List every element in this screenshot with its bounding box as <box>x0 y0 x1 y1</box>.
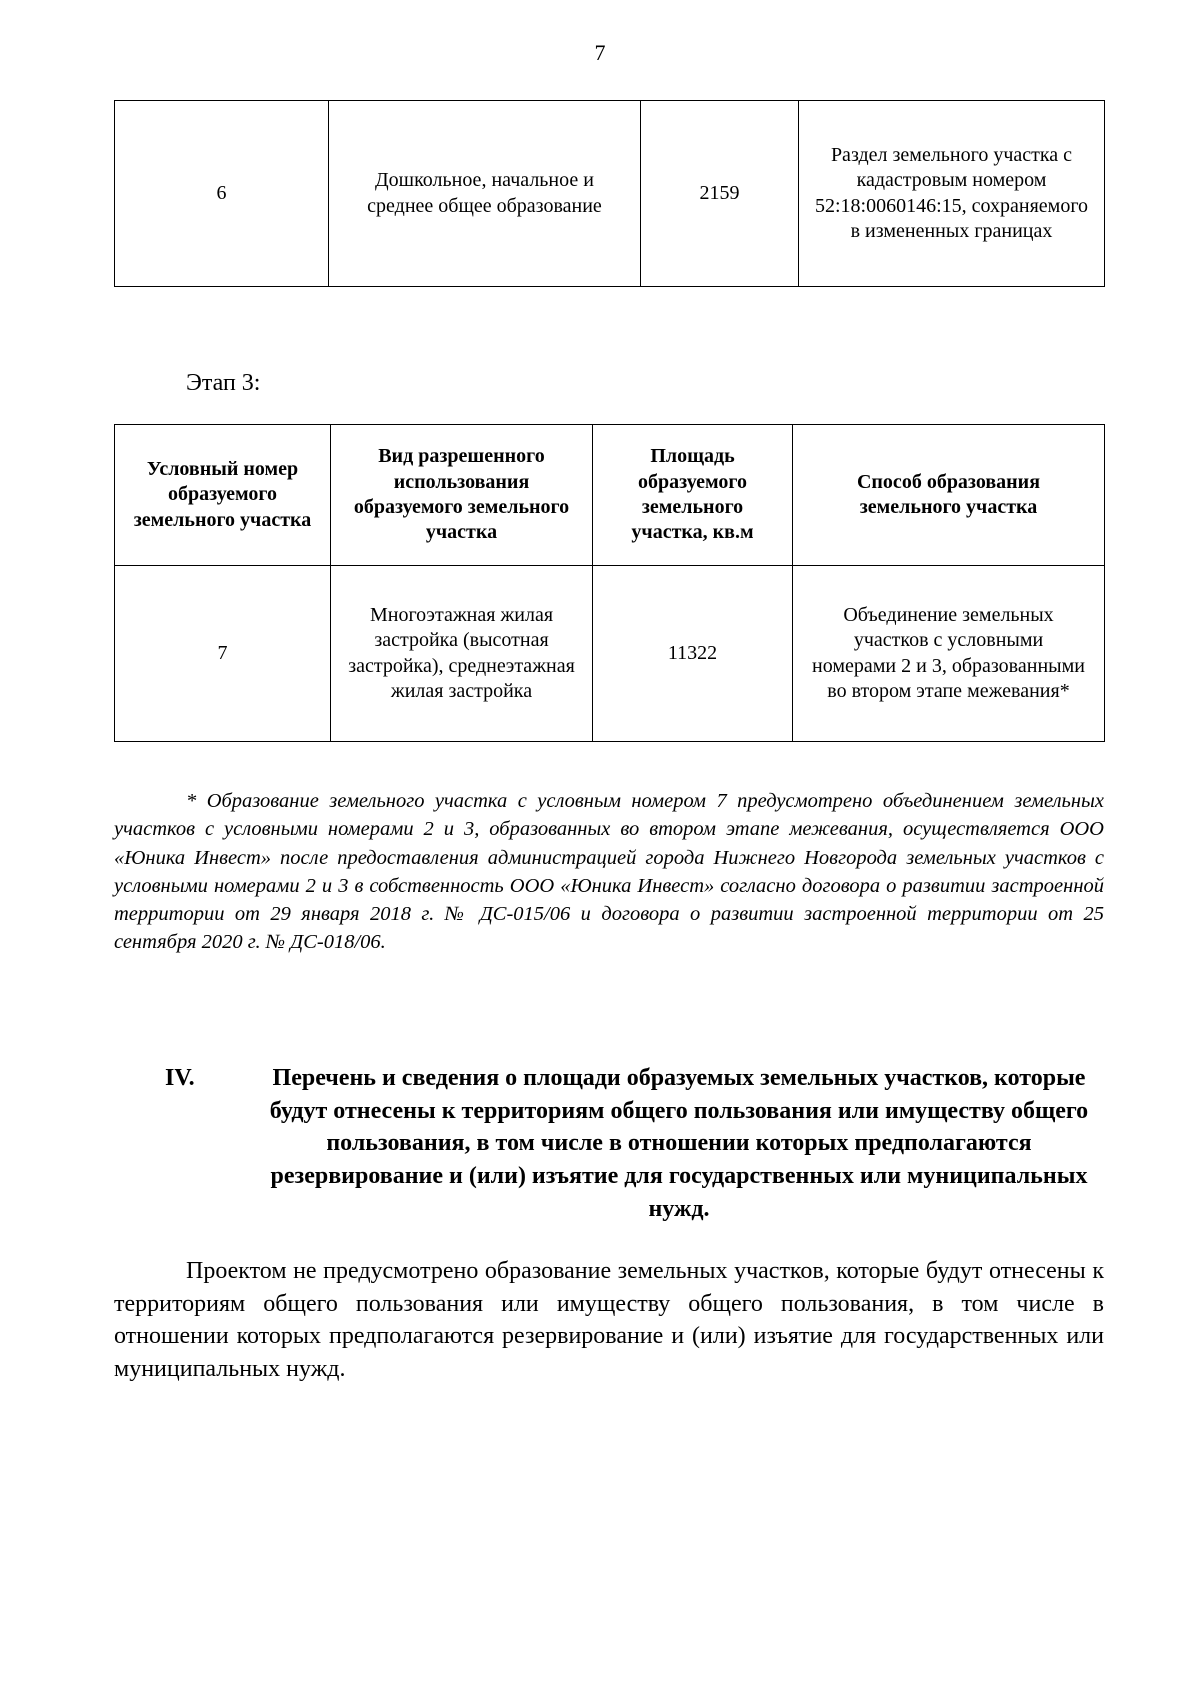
section-heading <box>114 1062 1104 1225</box>
use-type-cell: Дошкольное, начальное и среднее общее образование <box>329 101 641 287</box>
table-header-row <box>115 425 1105 566</box>
header-use-type: Вид разрешенного использования образуемого земельного участка <box>331 425 593 566</box>
method-cell: Объединение земельных участков с условными номерами 2 и 3, образованными во втором этапе межевания* <box>793 566 1105 742</box>
section-title: Перечень и сведения о площади образуемых земельных участков, которые будут отнесены к территориям общего пользования или имуществу общего пользования, в том числе в отношении которых предполагаются резервирование и (или) изъятие для государственных или муниципальных нужд. <box>269 1065 1089 1222</box>
plot-number-cell: 6 <box>115 101 329 287</box>
use-type-cell: Многоэтажная жилая застройка (высотная застройка), среднеэтажная жилая застройка <box>331 566 593 742</box>
table-row <box>115 101 1105 287</box>
header-area: Площадь образуемого земельного участка, кв.м <box>593 425 793 566</box>
method-cell: Раздел земельного участка с кадастровым номером 52:18:0060146:15, сохраняемого в измененных границах <box>799 101 1105 287</box>
body-paragraph: Проектом не предусмотрено образование земельных участков, которые будут отнесены к территориям общего пользования или имуществу общего пользования, в том числе в отношении которых предполагаются резервирование и (или) изъятие для государственных или муниципальных нужд. <box>114 1258 1104 1382</box>
area-cell: 11322 <box>593 566 793 742</box>
stage-label: Этап 3: <box>186 370 261 396</box>
land-plots-table-continued <box>114 100 1105 287</box>
header-method: Способ образования земельного участка <box>793 425 1105 566</box>
section-number: IV. <box>165 1065 195 1091</box>
area-cell: 2159 <box>641 101 799 287</box>
header-plot-number: Условный номер образуемого земельного участка <box>115 425 331 566</box>
page-number: 7 <box>594 40 606 65</box>
plot-number-cell: 7 <box>115 566 331 742</box>
footnote: * Образование земельного участка с условным номером 7 предусмотрено объединением земельных участков с условными номерами 2 и 3, образованных во втором этапе межевания, осуществляется ООО «Юника Инвест» после предоставления администрацией города Нижнего Новгорода земельных участков с условными номерами 2 и 3 в собственность ООО «Юника Инвест» согласно договора о развитии застроенной территории от 29 января 2018 г. № ДС-015/06 и договора о развитии застроенной территории от 25 сентября 2020 г. № ДС-018/06. <box>114 790 1104 954</box>
table-row <box>115 566 1105 742</box>
stage-3-land-plots-table <box>114 424 1105 742</box>
